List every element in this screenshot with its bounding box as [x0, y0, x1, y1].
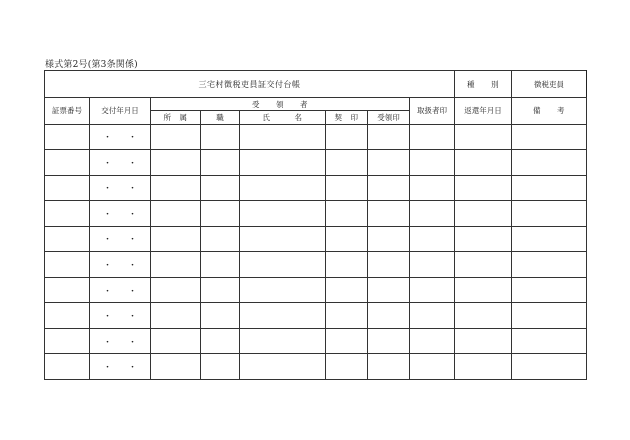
seal-cell[interactable]	[326, 303, 368, 329]
remarks-cell[interactable]	[512, 354, 587, 380]
cert-no-cell[interactable]	[45, 252, 90, 278]
date-dot: ・	[128, 133, 138, 144]
receipt-seal-cell[interactable]	[368, 328, 410, 354]
affiliation-cell[interactable]	[151, 175, 201, 201]
date-dot: ・	[102, 158, 112, 169]
receipt-seal-cell[interactable]	[368, 303, 410, 329]
position-cell[interactable]	[201, 150, 240, 176]
table-row	[45, 252, 587, 278]
date-dot: ・	[128, 184, 138, 195]
header-return-date: 返還年月日	[455, 98, 512, 124]
date-dot: ・	[102, 337, 112, 348]
date-dot: ・	[128, 312, 138, 323]
issue-date-cell[interactable]	[90, 175, 151, 201]
name-cell[interactable]	[240, 201, 326, 227]
affiliation-cell[interactable]	[151, 328, 201, 354]
seal-cell[interactable]	[326, 354, 368, 380]
date-dot: ・	[102, 235, 112, 246]
receipt-seal-cell[interactable]	[368, 175, 410, 201]
date-dot: ・	[128, 158, 138, 169]
issuance-ledger-table	[44, 70, 587, 380]
cert-no-cell[interactable]	[45, 303, 90, 329]
cert-no-cell[interactable]	[45, 150, 90, 176]
affiliation-cell[interactable]	[151, 303, 201, 329]
receipt-seal-cell[interactable]	[368, 150, 410, 176]
position-cell[interactable]	[201, 226, 240, 252]
ledger-title: 三宅村徴税吏員証交付台帳	[45, 71, 455, 98]
affiliation-cell[interactable]	[151, 201, 201, 227]
header-row-1	[45, 98, 587, 111]
table-row	[45, 124, 587, 150]
header-handler-seal: 取扱者印	[410, 98, 455, 124]
date-dot: ・	[102, 363, 112, 374]
date-dot: ・	[102, 261, 112, 272]
seal-cell[interactable]	[326, 226, 368, 252]
date-dot: ・	[128, 209, 138, 220]
cert-no-cell[interactable]	[45, 226, 90, 252]
handler-seal-cell[interactable]	[410, 124, 455, 150]
name-cell[interactable]	[240, 303, 326, 329]
date-dot: ・	[128, 286, 138, 297]
header-issue-date: 交付年月日	[90, 98, 151, 124]
seal-cell[interactable]	[326, 124, 368, 150]
affiliation-cell[interactable]	[151, 277, 201, 303]
header-cert-no: 証票番号	[45, 98, 90, 124]
header-name: 氏 名	[240, 111, 326, 124]
seal-cell[interactable]	[326, 252, 368, 278]
table-row	[45, 303, 587, 329]
seal-cell[interactable]	[326, 175, 368, 201]
return-date-cell[interactable]	[455, 354, 512, 380]
cert-no-cell[interactable]	[45, 201, 90, 227]
return-date-cell[interactable]	[455, 175, 512, 201]
remarks-cell[interactable]	[512, 175, 587, 201]
name-cell[interactable]	[240, 354, 326, 380]
affiliation-cell[interactable]	[151, 124, 201, 150]
name-cell[interactable]	[240, 175, 326, 201]
name-cell[interactable]	[240, 226, 326, 252]
remarks-cell[interactable]	[512, 328, 587, 354]
table-row	[45, 328, 587, 354]
issue-date-cell[interactable]	[90, 303, 151, 329]
affiliation-cell[interactable]	[151, 150, 201, 176]
handler-seal-cell[interactable]	[410, 252, 455, 278]
remarks-cell[interactable]	[512, 150, 587, 176]
affiliation-cell[interactable]	[151, 226, 201, 252]
date-dot: ・	[128, 337, 138, 348]
handler-seal-cell[interactable]	[410, 150, 455, 176]
handler-seal-cell[interactable]	[410, 303, 455, 329]
return-date-cell[interactable]	[455, 226, 512, 252]
name-cell[interactable]	[240, 277, 326, 303]
header-position: 職	[201, 111, 240, 124]
return-date-cell[interactable]	[455, 303, 512, 329]
handler-seal-cell[interactable]	[410, 175, 455, 201]
remarks-cell[interactable]	[512, 226, 587, 252]
affiliation-cell[interactable]	[151, 354, 201, 380]
issue-date-cell[interactable]	[90, 328, 151, 354]
issue-date-cell[interactable]	[90, 150, 151, 176]
handler-seal-cell[interactable]	[410, 277, 455, 303]
header-seal: 契 印	[326, 111, 368, 124]
date-dot: ・	[128, 363, 138, 374]
seal-cell[interactable]	[326, 201, 368, 227]
position-cell[interactable]	[201, 328, 240, 354]
issue-date-cell[interactable]	[90, 201, 151, 227]
table-row	[45, 277, 587, 303]
cert-no-cell[interactable]	[45, 354, 90, 380]
form-number-label: 様式第2号(第3条関係)	[45, 60, 138, 70]
date-dot: ・	[102, 184, 112, 195]
position-cell[interactable]	[201, 252, 240, 278]
date-dot: ・	[128, 235, 138, 246]
position-cell[interactable]	[201, 277, 240, 303]
remarks-cell[interactable]	[512, 303, 587, 329]
table-row	[45, 150, 587, 176]
remarks-cell[interactable]	[512, 201, 587, 227]
name-cell[interactable]	[240, 328, 326, 354]
seal-cell[interactable]	[326, 328, 368, 354]
handler-seal-cell[interactable]	[410, 201, 455, 227]
header-remarks: 備 考	[512, 98, 587, 124]
issue-date-cell[interactable]	[90, 226, 151, 252]
header-receipt-seal: 受領印	[368, 111, 410, 124]
type-label-cell: 種 別	[455, 71, 512, 98]
return-date-cell[interactable]	[455, 150, 512, 176]
return-date-cell[interactable]	[455, 201, 512, 227]
issue-date-cell[interactable]	[90, 354, 151, 380]
remarks-cell[interactable]	[512, 277, 587, 303]
handler-seal-cell[interactable]	[410, 226, 455, 252]
name-cell[interactable]	[240, 252, 326, 278]
table-row	[45, 201, 587, 227]
cert-no-cell[interactable]	[45, 124, 90, 150]
cert-no-cell[interactable]	[45, 328, 90, 354]
receipt-seal-cell[interactable]	[368, 226, 410, 252]
remarks-cell[interactable]	[512, 252, 587, 278]
return-date-cell[interactable]	[455, 124, 512, 150]
return-date-cell[interactable]	[455, 277, 512, 303]
date-dot: ・	[128, 261, 138, 272]
handler-seal-cell[interactable]	[410, 328, 455, 354]
return-date-cell[interactable]	[455, 328, 512, 354]
position-cell[interactable]	[201, 201, 240, 227]
date-dot: ・	[102, 286, 112, 297]
header-recipient: 受 領 者	[151, 98, 410, 111]
issue-date-cell[interactable]	[90, 124, 151, 150]
cert-no-cell[interactable]	[45, 277, 90, 303]
name-cell[interactable]	[240, 124, 326, 150]
title-row	[45, 71, 587, 98]
date-dot: ・	[102, 209, 112, 220]
type-value-cell: 徴税吏員	[512, 71, 587, 98]
issue-date-cell[interactable]	[90, 252, 151, 278]
receipt-seal-cell[interactable]	[368, 124, 410, 150]
header-affiliation: 所 属	[151, 111, 201, 124]
remarks-cell[interactable]	[512, 124, 587, 150]
return-date-cell[interactable]	[455, 252, 512, 278]
table-row	[45, 226, 587, 252]
position-cell[interactable]	[201, 175, 240, 201]
affiliation-cell[interactable]	[151, 252, 201, 278]
receipt-seal-cell[interactable]	[368, 354, 410, 380]
table-row	[45, 354, 587, 380]
seal-cell[interactable]	[326, 150, 368, 176]
table-row	[45, 175, 587, 201]
position-cell[interactable]	[201, 124, 240, 150]
receipt-seal-cell[interactable]	[368, 252, 410, 278]
date-dot: ・	[102, 133, 112, 144]
seal-cell[interactable]	[326, 277, 368, 303]
handler-seal-cell[interactable]	[410, 354, 455, 380]
name-cell[interactable]	[240, 150, 326, 176]
issue-date-cell[interactable]	[90, 277, 151, 303]
position-cell[interactable]	[201, 354, 240, 380]
receipt-seal-cell[interactable]	[368, 277, 410, 303]
date-dot: ・	[102, 312, 112, 323]
receipt-seal-cell[interactable]	[368, 201, 410, 227]
cert-no-cell[interactable]	[45, 175, 90, 201]
position-cell[interactable]	[201, 303, 240, 329]
